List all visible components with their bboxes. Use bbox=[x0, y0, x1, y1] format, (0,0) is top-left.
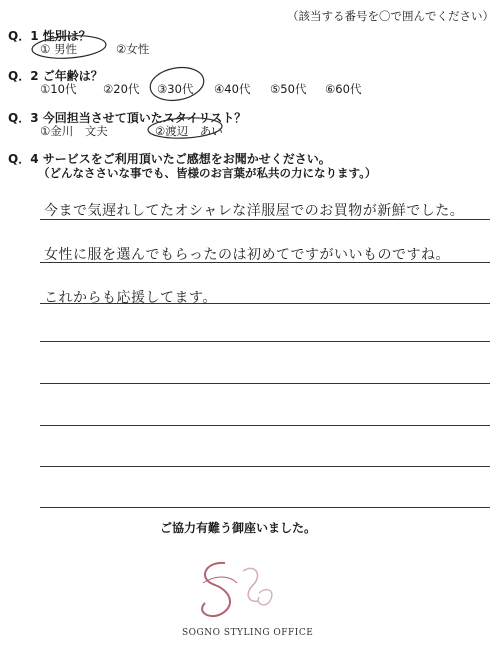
q2-option-20s[interactable]: ②20代 bbox=[103, 82, 140, 96]
question-1-label: Q．1 性別は？ bbox=[8, 29, 91, 43]
q2-option-40s[interactable]: ④40代 bbox=[214, 82, 251, 96]
q2-option-30s[interactable]: ③30代 bbox=[157, 82, 194, 96]
q1-option-male[interactable]: ① 男性 bbox=[40, 42, 77, 56]
circle-mark-30s bbox=[148, 64, 207, 105]
question-4-subtext: （どんなささいな事でも、皆様のお言葉が私共の力になります。） bbox=[38, 166, 377, 180]
q3-option-kanagawa[interactable]: ①金川 文夫 bbox=[40, 124, 108, 138]
q2-option-60s[interactable]: ⑥60代 bbox=[325, 82, 362, 96]
q1-option-female[interactable]: ②女性 bbox=[116, 42, 150, 56]
question-3-label: Q．3 今回担当させて頂いたスタイリスト？ bbox=[8, 111, 247, 125]
question-2-label: Q．2 ご年齢は？ bbox=[8, 69, 103, 83]
answer-line-1-text: 今まで気遅れしてたオシャレな洋服屋でのお買物が新鮮でした。 bbox=[44, 203, 465, 219]
q2-option-50s[interactable]: ⑤50代 bbox=[270, 82, 307, 96]
instruction-note: （該当する番号を〇で囲んでください） bbox=[287, 9, 494, 23]
question-4-label: Q．4 サービスをご利用頂いたご感想をお聞かせください。 bbox=[8, 152, 331, 166]
answer-line-3-text: これからも応援してます。 bbox=[44, 290, 217, 306]
q2-option-10s[interactable]: ①10代 bbox=[40, 82, 77, 96]
circle-mark-watanabe bbox=[148, 116, 223, 140]
sogno-logo-icon bbox=[185, 553, 305, 623]
answer-line-2-text: 女性に服を選んでもらったのは初めてですがいいものですね。 bbox=[44, 247, 450, 263]
circle-mark-male bbox=[31, 33, 106, 60]
thanks-message: ご協力有難う御座いました。 bbox=[160, 521, 317, 535]
office-name: SOGNO STYLING OFFICE bbox=[182, 628, 314, 638]
q3-option-watanabe[interactable]: ②渡辺 あい bbox=[155, 124, 223, 138]
